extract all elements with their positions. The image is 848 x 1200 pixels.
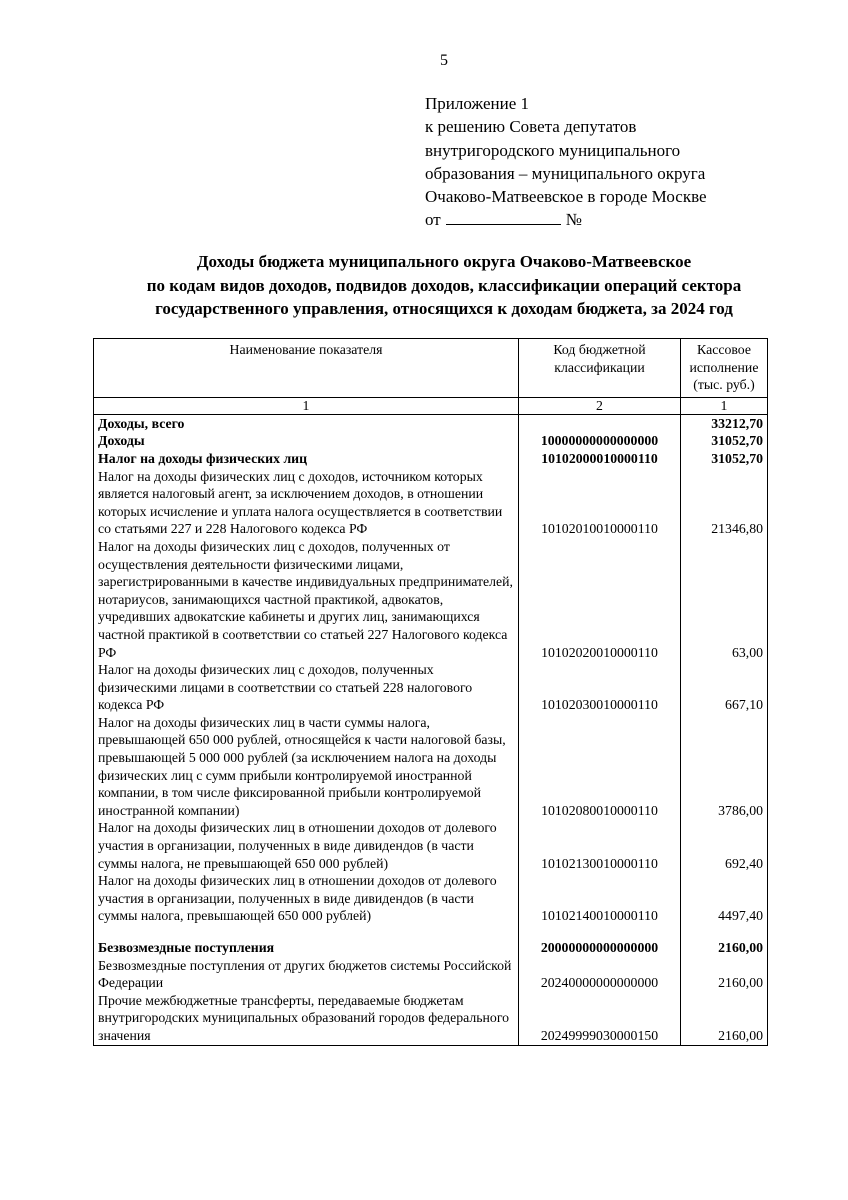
budget-code: 10102130010000110	[519, 819, 681, 872]
indicator-name: Налог на доходы физических лиц в части суммы налога, превышающей 650 000 рублей, относящейся к части налоговой базы, превышающей 5 000 000 рублей (за исключением налога на доходы физических лиц с сумм прибыли контролируемой иностранной компании, в том числе фиксированной прибыли контролируемой иностранной компании)	[94, 714, 519, 820]
indicator-name: Доходы	[94, 432, 519, 450]
budget-code: 10102140010000110	[519, 872, 681, 925]
indicator-name: Налог на доходы физических лиц с доходов, полученных физическими лицами в соответствии со статьей 228 налогового кодекса РФ	[94, 661, 519, 714]
column-header-name: Наименование показателя	[94, 339, 519, 398]
budget-code: 10102020010000110	[519, 538, 681, 661]
execution-value: 2160,00	[681, 957, 768, 992]
table-row	[94, 939, 768, 957]
table-row	[94, 819, 768, 872]
indicator-name: Безвозмездные поступления	[94, 939, 519, 957]
budget-code: 10102000010000110	[519, 450, 681, 468]
execution-value: 2160,00	[681, 992, 768, 1045]
table-row	[94, 992, 768, 1045]
column-number: 1	[681, 397, 768, 414]
indicator-name: Прочие межбюджетные трансферты, передаваемые бюджетам внутригородских муниципальных образований городов федерального значения	[94, 992, 519, 1045]
column-header-value: Кассовое исполнение (тыс. руб.)	[681, 339, 768, 398]
indicator-name: Налог на доходы физических лиц	[94, 450, 519, 468]
execution-value: 4497,40	[681, 872, 768, 925]
indicator-name: Налог на доходы физических лиц с доходов, источником которых является налоговый агент, за исключением доходов, в отношении которых исчисление и уплата налога осуществляется в соответствии со статьями 227 и 228 Налогового кодекса РФ	[94, 468, 519, 538]
title-line: Доходы бюджета муниципального округа Очаково-Матвеевское	[196, 252, 692, 271]
number-sign: №	[565, 210, 582, 230]
column-number: 2	[519, 397, 681, 414]
appendix-line: Приложение 1	[425, 94, 529, 113]
indicator-name: Налог на доходы физических лиц в отношении доходов от долевого участия в организации, полученных в виде дивидендов (в части суммы налога, не превышающей 650 000 рублей)	[94, 819, 519, 872]
table-row	[94, 957, 768, 992]
appendix-line: образования – муниципального округа	[425, 163, 706, 183]
date-prefix: от	[425, 210, 441, 230]
revenue-table	[93, 338, 768, 1046]
appendix-block	[425, 92, 707, 232]
table-row	[94, 872, 768, 925]
table-row	[94, 661, 768, 714]
table-row	[94, 414, 768, 432]
execution-value: 3786,00	[681, 714, 768, 820]
indicator-name: Налог на доходы физических лиц с доходов, полученных от осуществления деятельности физическими лицами, зарегистрированными в качестве индивидуальных предпринимателей, нотариусов, занимающихся частной практикой, адвокатов, учредивших адвокатские кабинеты и других лиц, занимающихся частной практикой в соответствии со статьей 227 Налогового кодекса РФ	[94, 538, 519, 661]
appendix-line: внутригородского муниципального	[425, 140, 681, 160]
column-number: 1	[94, 397, 519, 414]
table-row	[94, 538, 768, 661]
indicator-name: Налог на доходы физических лиц в отношении доходов от долевого участия в организации, полученных в виде дивидендов (в части суммы налога, превышающей 650 000 рублей)	[94, 872, 519, 925]
indicator-name: Доходы, всего	[94, 414, 519, 432]
appendix-line: Очаково-Матвеевское в городе Москве	[425, 187, 707, 207]
execution-value: 21346,80	[681, 468, 768, 538]
table-row	[94, 468, 768, 538]
execution-value: 692,40	[681, 819, 768, 872]
budget-code	[519, 414, 681, 432]
table-row	[94, 432, 768, 450]
table-row	[94, 450, 768, 468]
spacer-row	[94, 925, 768, 939]
page-number: 5	[440, 52, 448, 69]
document-title	[60, 250, 828, 321]
budget-code: 20240000000000000	[519, 957, 681, 992]
execution-value: 31052,70	[681, 432, 768, 450]
budget-code: 10102080010000110	[519, 714, 681, 820]
execution-value: 33212,70	[681, 414, 768, 432]
column-header-code: Код бюджетной классификации	[519, 339, 681, 398]
title-line: по кодам видов доходов, подвидов доходов, классификации операций сектора	[146, 275, 742, 295]
table-body	[94, 414, 768, 1045]
budget-code: 10000000000000000	[519, 432, 681, 450]
date-blank	[446, 210, 561, 225]
budget-code: 20000000000000000	[519, 939, 681, 957]
execution-value: 63,00	[681, 538, 768, 661]
execution-value: 31052,70	[681, 450, 768, 468]
budget-code: 20249999030000150	[519, 992, 681, 1045]
appendix-date-line	[425, 208, 707, 231]
table-header-row	[94, 339, 768, 398]
indicator-name: Безвозмездные поступления от других бюджетов системы Российской Федерации	[94, 957, 519, 992]
budget-code: 10102010010000110	[519, 468, 681, 538]
appendix-line: к решению Совета депутатов	[425, 117, 637, 137]
budget-code: 10102030010000110	[519, 661, 681, 714]
execution-value: 667,10	[681, 661, 768, 714]
table-row	[94, 714, 768, 820]
execution-value: 2160,00	[681, 939, 768, 957]
title-line: государственного управления, относящихся к доходам бюджета, за 2024 год	[155, 299, 733, 318]
column-number-row	[94, 397, 768, 414]
